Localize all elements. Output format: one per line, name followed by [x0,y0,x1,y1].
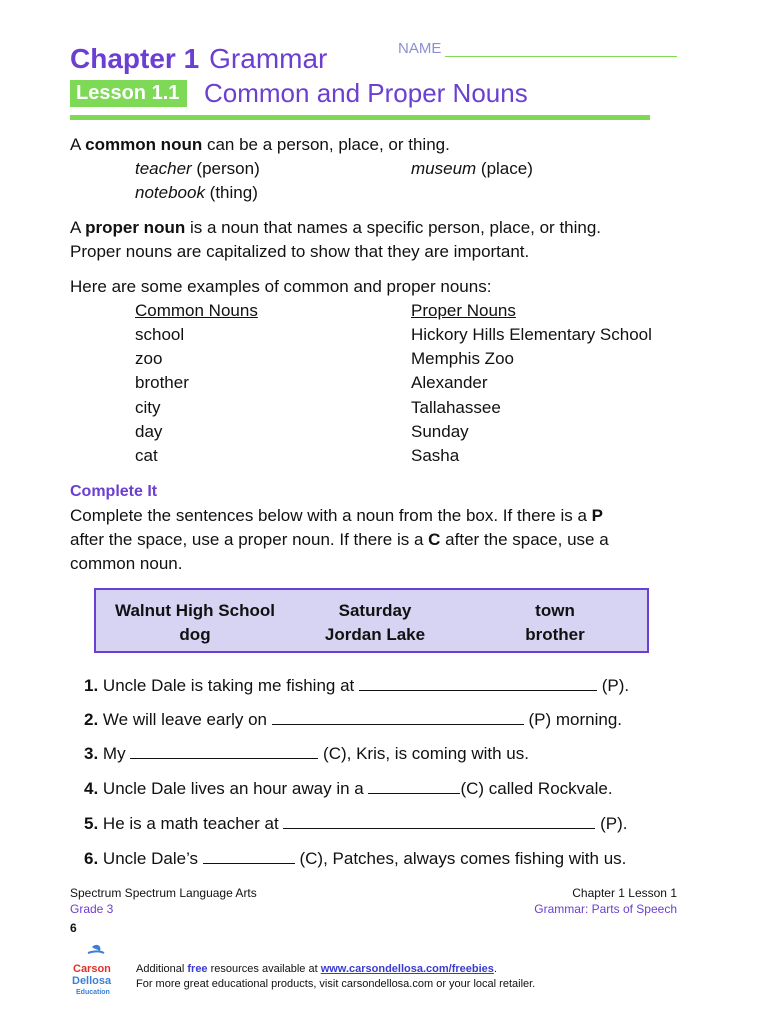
chapter-label: Chapter 1 [70,43,200,74]
common-noun-cell: zoo [135,349,163,368]
header-divider [70,115,650,120]
instructions-line-2: after the space, use a proper noun. If there is a C after the space, use a [70,530,609,549]
question-3: 3. My (C), Kris, is coming with us. [84,744,529,763]
common-noun-term: common noun [85,135,203,154]
answer-blank[interactable] [368,781,460,794]
question-5: 5. He is a math teacher at (P). [84,814,628,833]
proper-noun-cell: Hickory Hills Elementary School [411,325,652,344]
proper-noun-term: proper noun [85,218,186,237]
examples-intro: Here are some examples of common and proper nouns: [70,277,492,296]
answer-blank[interactable] [359,678,597,691]
footer-chapter-lesson: Chapter 1 Lesson 1 [572,886,677,900]
chapter-heading [70,44,327,75]
answer-blank[interactable] [272,712,524,725]
example-notebook: notebook (thing) [135,183,258,202]
word-bank-item: dog [179,625,211,644]
proper-noun-cell: Sunday [411,422,469,441]
chapter-subject: Grammar [209,43,328,74]
example-teacher: teacher (person) [135,159,260,178]
question-4: 4. Uncle Dale lives an hour away in a (C) called Rockvale. [84,779,613,798]
instructions-line-3: common noun. [70,554,183,573]
answer-blank[interactable] [203,851,295,864]
logo-text-carson: Carson [73,963,111,975]
name-field [398,40,677,57]
proper-noun-cell: Alexander [411,373,488,392]
carson-dellosa-logo [70,943,126,999]
table-header-common: Common Nouns [135,301,258,320]
proper-noun-cell: Tallahassee [411,398,501,417]
name-label: NAME [398,40,442,57]
logo-apple-icon [70,943,126,999]
proper-noun-cell: Memphis Zoo [411,349,514,368]
answer-blank[interactable] [283,816,595,829]
freebies-link[interactable]: www.carsondellosa.com/freebies [320,963,494,975]
footer-topic: Grammar: Parts of Speech [534,902,677,916]
example-museum: museum (place) [411,159,533,178]
common-noun-cell: brother [135,373,189,392]
common-noun-cell: city [135,398,161,417]
word-bank-item: brother [525,625,585,644]
lesson-badge: Lesson 1.1 [70,80,187,107]
footer-grade: Grade 3 [70,902,114,916]
page-number: 6 [70,921,77,935]
instructions-line-1: Complete the sentences below with a noun from the box. If there is a P [70,506,603,525]
word-bank-item: Walnut High School [115,601,275,620]
word-bank-item: Saturday [338,601,412,620]
proper-noun-cell: Sasha [411,446,460,465]
footer-book-title: Spectrum Spectrum Language Arts [70,886,257,900]
ad-line-2: For more great educational products, visit carsondellosa.com or your local retailer. [136,978,536,990]
question-1: 1. Uncle Dale is taking me fishing at (P). [84,676,630,695]
logo-text-dellosa: Dellosa [72,975,112,987]
logo-text-education: Education [76,989,110,996]
common-noun-cell: day [135,422,163,441]
common-noun-cell: school [135,325,185,344]
complete-it-heading: Complete It [70,483,158,500]
common-noun-cell: cat [135,446,158,465]
question-2: 2. We will leave early on (P) morning. [84,710,622,729]
answer-blank[interactable] [130,746,318,759]
word-bank-box [94,588,649,653]
common-noun-definition: A common noun can be a person, place, or thing. [70,135,450,154]
proper-noun-capitalization-note: Proper nouns are capitalized to show that they are important. [70,242,530,261]
proper-noun-definition: A proper noun is a noun that names a specific person, place, or thing. [70,218,602,237]
word-bank-item: town [535,601,575,620]
word-bank-item: Jordan Lake [324,625,426,644]
ad-line-1: Additional free resources available at www.carsondellosa.com/freebies. [136,963,497,975]
table-header-proper: Proper Nouns [411,301,516,320]
question-6: 6. Uncle Dale’s (C), Patches, always comes fishing with us. [84,849,627,868]
name-write-line [445,44,677,57]
lesson-title: Common and Proper Nouns [204,78,528,108]
